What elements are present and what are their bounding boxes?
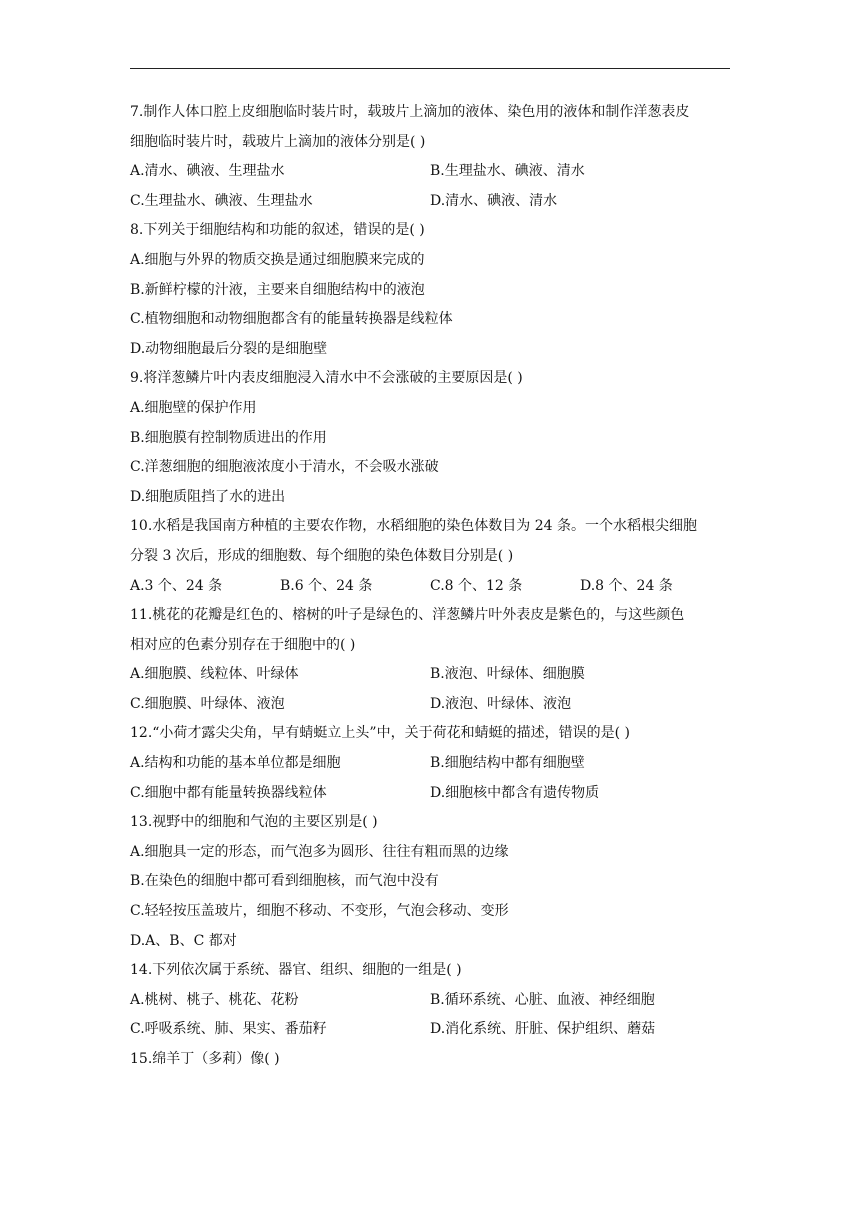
question-11-option-c: C.细胞膜、叶绿体、液泡 (130, 695, 285, 712)
question-14-option-d: D.消化系统、肝脏、保护组织、蘑菇 (430, 1021, 656, 1038)
question-7-option-a: A.清水、碘液、生理盐水 (130, 163, 285, 180)
question-7-options-row-1 (130, 157, 740, 187)
header-rule (130, 68, 730, 69)
question-14-option-a: A.桃树、桃子、桃花、花粉 (130, 991, 299, 1008)
question-10-option-a: A.3 个、24 条 (130, 577, 223, 594)
question-9-option-b: B.细胞膜有控制物质进出的作用 (130, 429, 327, 446)
question-11-options-row-1 (130, 660, 740, 690)
question-13-stem: 13.视野中的细胞和气泡的主要区别是( ) (130, 814, 378, 831)
question-10-options-row (130, 572, 740, 602)
question-12-options-row-2 (130, 779, 740, 809)
question-10-option-c: C.8 个、12 条 (430, 577, 523, 594)
question-11-option-a: A.细胞膜、线粒体、叶绿体 (130, 666, 299, 683)
question-12-option-c: C.细胞中都有能量转换器线粒体 (130, 784, 327, 801)
question-11-stem-line-2: 相对应的色素分别存在于细胞中的( ) (130, 636, 356, 653)
question-7-option-c: C.生理盐水、碘液、生理盐水 (130, 192, 313, 209)
question-11-option-d: D.液泡、叶绿体、液泡 (430, 695, 572, 712)
question-14-stem: 14.下列依次属于系统、器官、组织、细胞的一组是( ) (130, 962, 462, 979)
question-8-option-b: B.新鲜柠檬的汁液，主要来自细胞结构中的液泡 (130, 281, 425, 298)
question-12-option-d: D.细胞核中都含有遗传物质 (430, 784, 600, 801)
question-14-options-row-1 (130, 986, 740, 1016)
question-12-stem: 12.“小荷才露尖尖角，早有蜻蜓立上头”中，关于荷花和蜻蜓的描述，错误的是( ) (130, 725, 630, 742)
question-12-options-row-1 (130, 749, 740, 779)
question-10-stem-line-2: 分裂 3 次后，形成的细胞数、每个细胞的染色体数目分别是( ) (130, 547, 514, 564)
question-7-option-b: B.生理盐水、碘液、清水 (430, 163, 585, 180)
question-13-option-c: C.轻轻按压盖玻片，细胞不移动、不变形，气泡会移动、变形 (130, 903, 509, 920)
question-12-option-a: A.结构和功能的基本单位都是细胞 (130, 755, 341, 772)
question-15-stem: 15.绵羊丁（多莉）像( ) (130, 1051, 280, 1067)
question-11-stem-line-1: 11.桃花的花瓣是红色的、榕树的叶子是绿色的、洋葱鳞片叶外表皮是紫色的，与这些颜色 (130, 607, 685, 624)
question-8-option-d: D.动物细胞最后分裂的是细胞壁 (130, 340, 328, 357)
question-9-option-a: A.细胞壁的保护作用 (130, 399, 257, 416)
question-9-option-d: D.细胞质阻挡了水的进出 (130, 488, 286, 505)
question-10-option-d: D.8 个、24 条 (580, 577, 673, 594)
question-14-option-c: C.呼吸系统、肺、果实、番茄籽 (130, 1021, 327, 1038)
question-7-stem-line-1: 7.制作人体口腔上皮细胞临时装片时，载玻片上滴加的液体、染色用的液体和制作洋葱表皮 (130, 104, 690, 120)
question-8-option-c: C.植物细胞和动物细胞都含有的能量转换器是线粒体 (130, 311, 453, 328)
question-13-option-b: B.在染色的细胞中都可看到细胞核，而气泡中没有 (130, 873, 439, 890)
question-9-option-c: C.洋葱细胞的细胞液浓度小于清水，不会吸水涨破 (130, 459, 439, 476)
question-14-options-row-2 (130, 1015, 740, 1045)
question-9-stem: 9.将洋葱鳞片叶内表皮细胞浸入清水中不会涨破的主要原因是( ) (130, 370, 523, 387)
question-7-stem-line-2: 细胞临时装片时，载玻片上滴加的液体分别是( ) (130, 133, 426, 150)
question-10-option-b: B.6 个、24 条 (280, 577, 373, 594)
question-13-option-a: A.细胞具一定的形态，而气泡多为圆形、往往有粗而黑的边缘 (130, 843, 509, 860)
question-7-options-row-2 (130, 187, 740, 217)
question-list (130, 98, 740, 1075)
question-7-option-d: D.清水、碘液、清水 (430, 192, 558, 209)
question-10-stem-line-1: 10.水稻是我国南方种植的主要农作物，水稻细胞的染色体数目为 24 条。一个水稻根尖细胞 (130, 518, 697, 535)
question-13-option-d: D.A、B、C 都对 (130, 932, 237, 949)
question-8-stem: 8.下列关于细胞结构和功能的叙述，错误的是( ) (130, 222, 425, 239)
question-12-option-b: B.细胞结构中都有细胞壁 (430, 755, 585, 772)
question-8-option-a: A.细胞与外界的物质交换是通过细胞膜来完成的 (130, 251, 425, 268)
question-11-options-row-2 (130, 690, 740, 720)
question-11-option-b: B.液泡、叶绿体、细胞膜 (430, 666, 585, 683)
question-14-option-b: B.循环系统、心脏、血液、神经细胞 (430, 991, 655, 1008)
